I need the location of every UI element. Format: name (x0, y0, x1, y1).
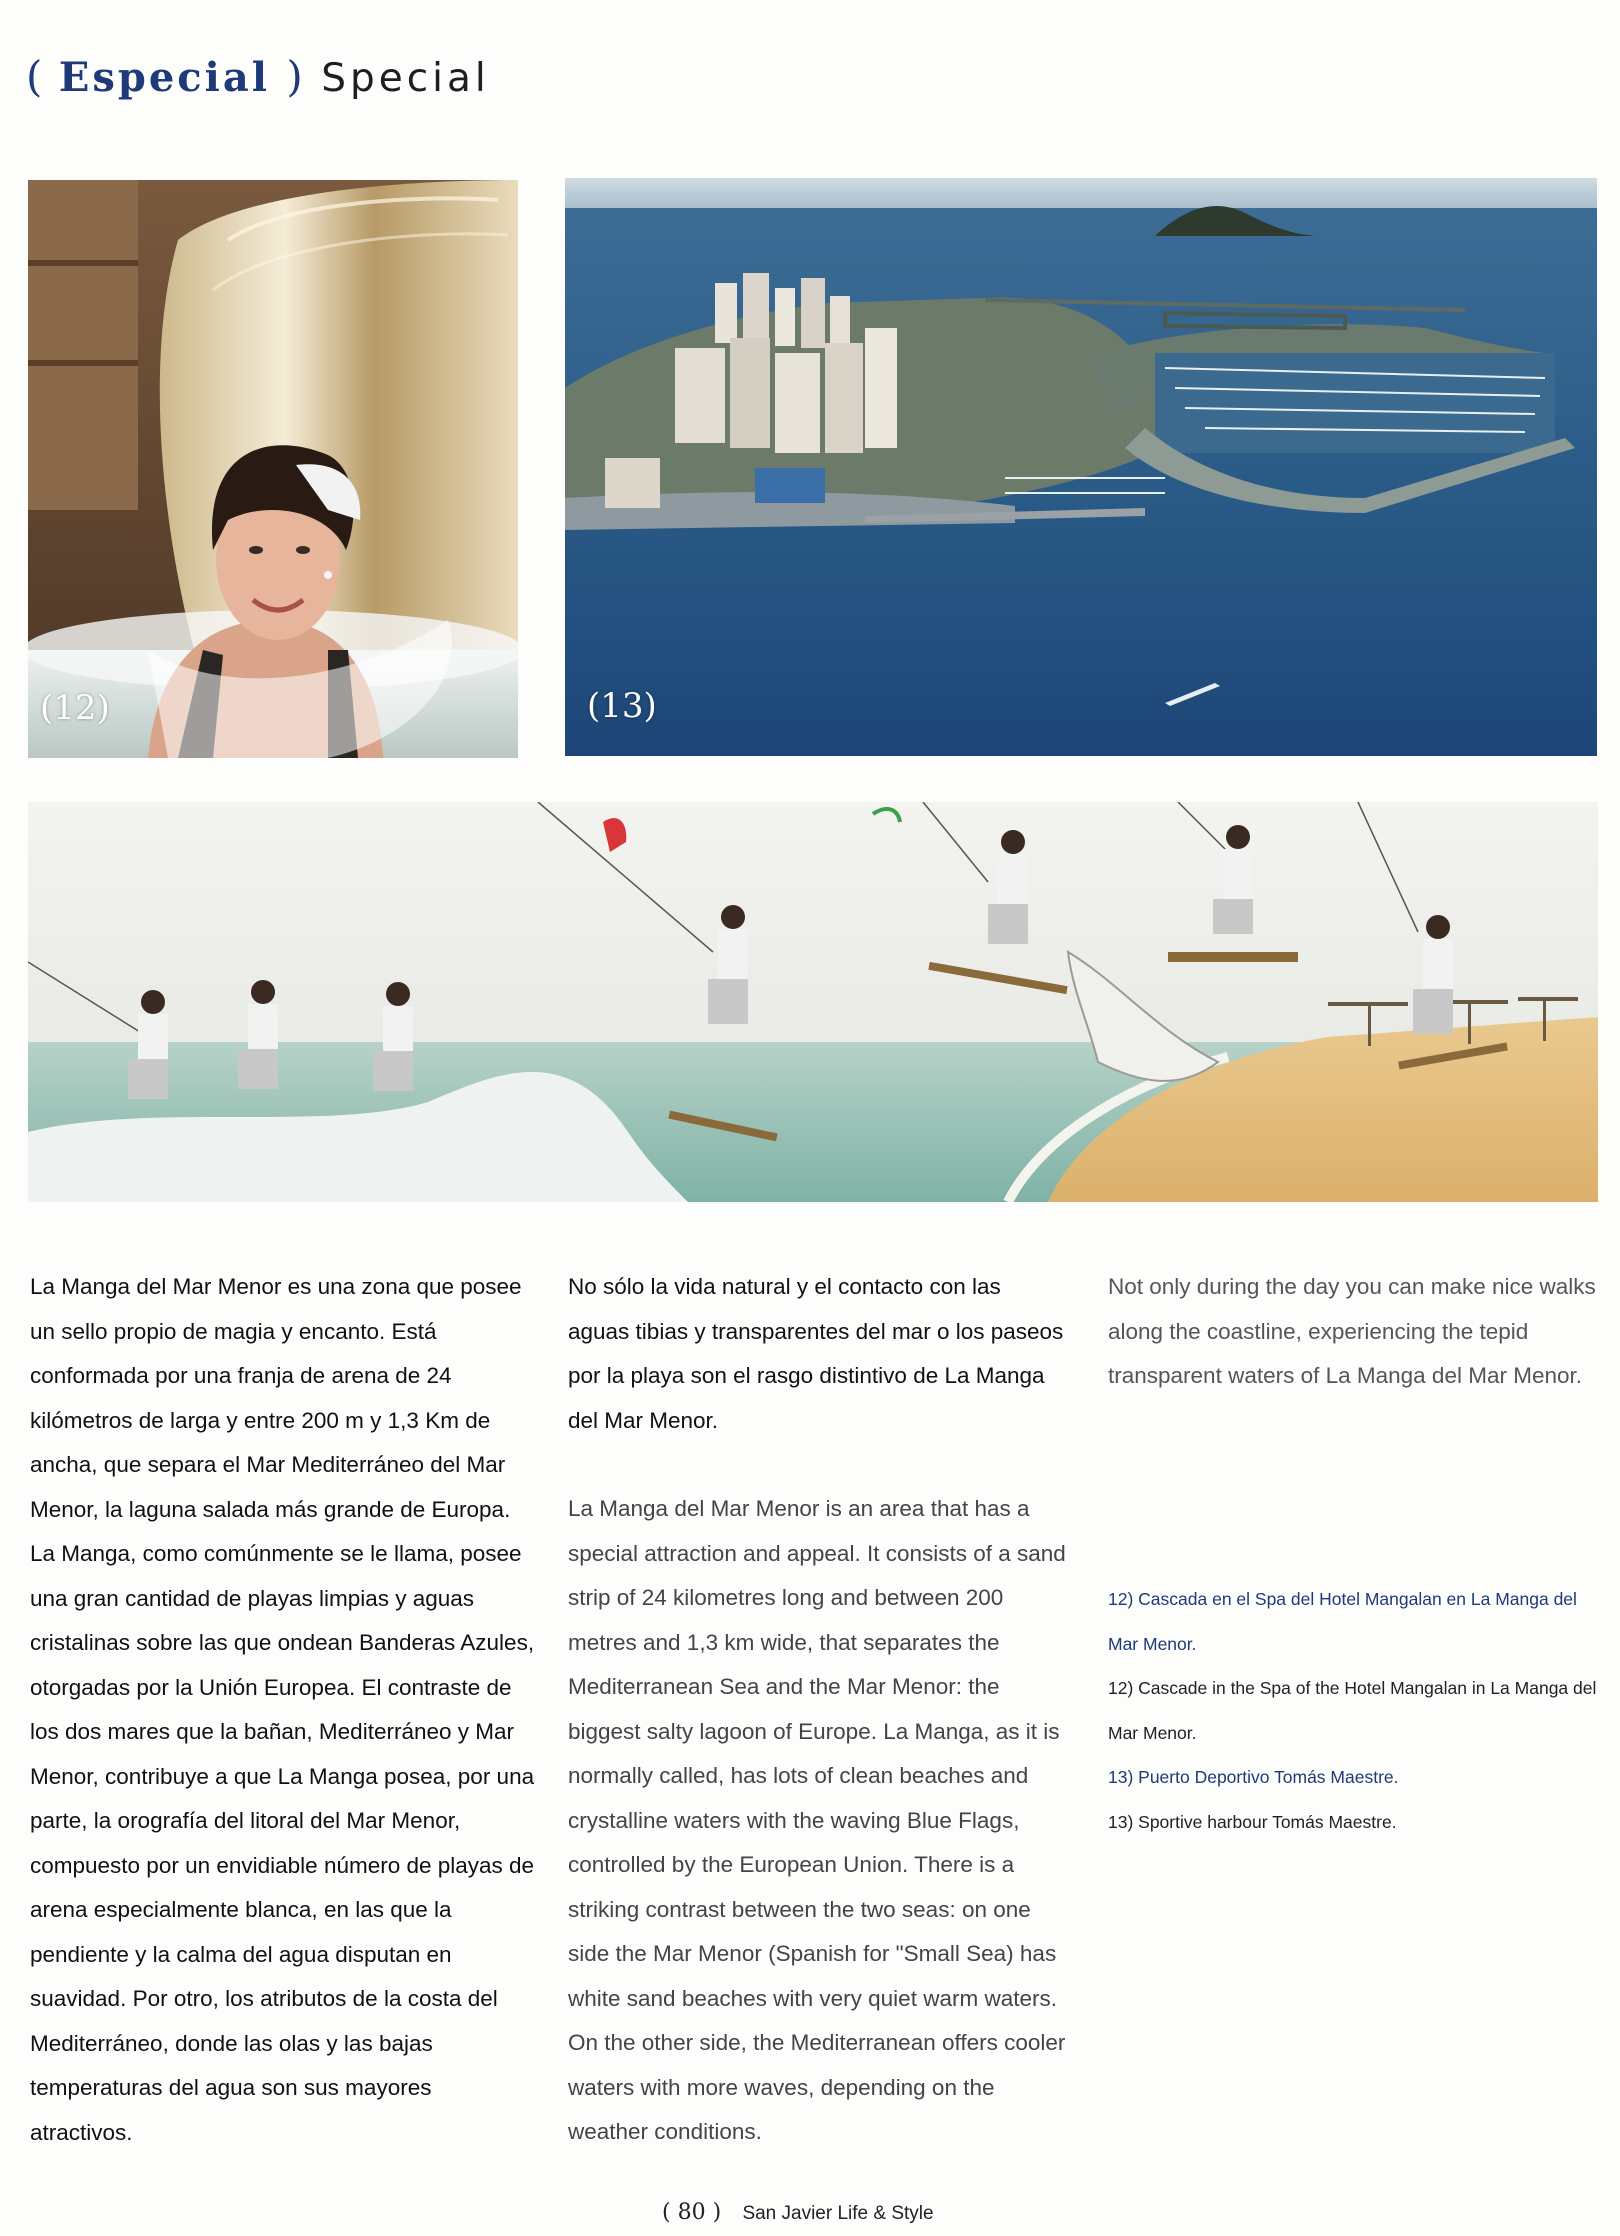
harbour-aerial-illustration (565, 178, 1597, 756)
article-paragraph-en-1: La Manga del Mar Menor is an area that has a special attraction and appeal. It consists of a sand strip of 24 kilometres long and between 200 metres and 1,3 km wide, that separates the Mediterranean Sea and the Mar Menor: the biggest salty lagoon of Europe. La Manga, as it is normally called, has lots of clean beaches and crystalline waters with the waving Blue Flags, controlled by the European Union. There is a striking contrast between the two seas: on one side the Mar Menor (Spanish for "Small Sea) has white sand beaches with very quiet warm waters. On the other side, the Mediterranean offers cooler waters with more waves, depending on the weather conditions. (568, 1496, 1066, 2144)
article-text-column-1 (30, 1265, 535, 2155)
caption-13-es: 13) Puerto Deportivo Tomás Maestre. (1108, 1767, 1399, 1787)
section-title-es: Especial (58, 54, 270, 101)
article-paragraph-en-2: Not only during the day you can make nice walks along the coastline, experiencing the tepid transparent waters of La Manga del Mar Menor. (1108, 1274, 1596, 1388)
photo-number-12: (12) (40, 688, 110, 728)
photo-captions (1108, 1577, 1608, 1844)
header-close-paren: ) (286, 52, 303, 101)
page-footer (662, 2200, 934, 2225)
spa-waterfall-illustration (28, 180, 518, 758)
article-text-column-3 (1108, 1265, 1598, 1399)
page-number: ( 80 ) (662, 2200, 722, 2225)
photo-harbour-aerial (565, 178, 1597, 756)
article-paragraph-es-2: No sólo la vida natural y el contacto con las aguas tibias y transparentes del mar o los paseos por la playa son el rasgo distintivo de La Manga del Mar Menor. (568, 1274, 1064, 1433)
article-text-column-2 (568, 1265, 1068, 2155)
kitesurf-sequence-illustration (28, 802, 1598, 1202)
caption-13-en: 13) Sportive harbour Tomás Maestre. (1108, 1811, 1397, 1832)
section-title-en: Special (321, 56, 490, 101)
section-header (26, 52, 490, 101)
caption-12-en: 12) Cascade in the Spa of the Hotel Mangalan in La Manga del Mar Menor. (1108, 1678, 1597, 1743)
article-paragraph-es-1: La Manga del Mar Menor es una zona que posee un sello propio de magia y encanto. Está conformada por una franja de arena de 24 kilómetros de larga y entre 200 m y 1,3 Km de ancha, que separa el Mar Mediterráneo del Mar Menor, la laguna salada más grande de Europa. La Manga, como comúnmente se le llama, posee una gran cantidad de playas limpias y aguas cristalinas sobre las que ondean Banderas Azules, otorgadas por la Unión Europea. El contraste de los dos mares que la bañan, Mediterráneo y Mar Menor, contribuye a que La Manga posea, por una parte, la orografía del litoral del Mar Menor, compuesto por un envidiable número de playas de arena especialmente blanca, en las que la pendiente y la calma del agua disputan en suavidad. Por otro, los atributos de la costa del Mediterráneo, donde las olas y las bajas temperaturas del agua son sus mayores atractivos. (30, 1274, 535, 2145)
photo-spa-waterfall (28, 180, 518, 758)
magazine-name: San Javier Life & Style (742, 2203, 934, 2224)
caption-12-es: 12) Cascada en el Spa del Hotel Mangalan en La Manga del Mar Menor. (1108, 1589, 1577, 1654)
header-open-paren: ( (26, 52, 43, 101)
photo-kitesurf-sequence (28, 802, 1598, 1202)
photo-number-13: (13) (587, 686, 657, 726)
